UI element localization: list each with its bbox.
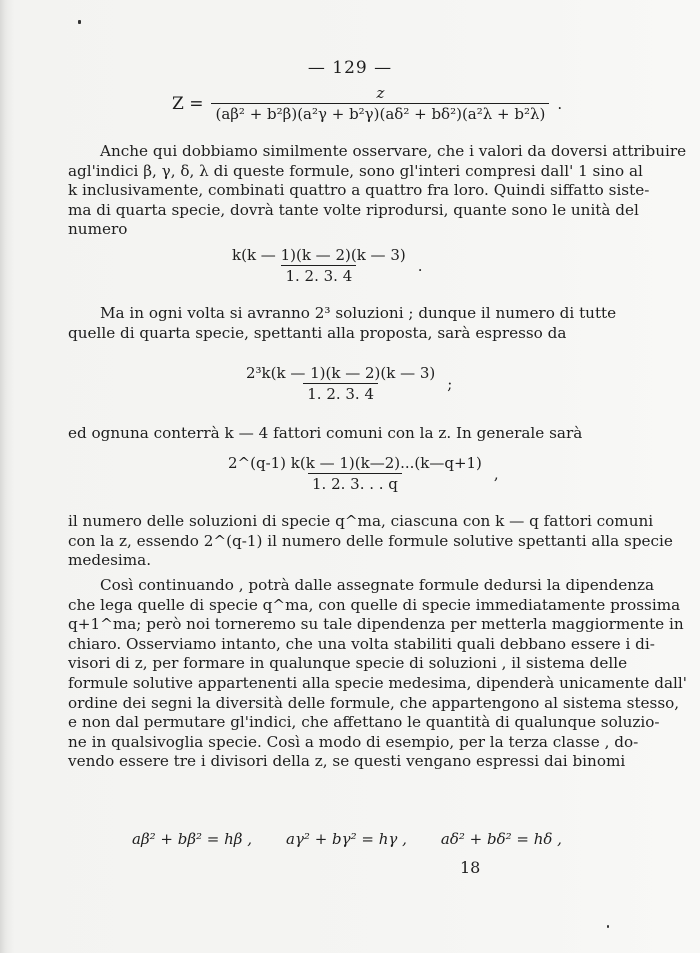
text-line: ma di quarta specie, dovrà tante volte riprodursi, quante sono le unità del: [68, 200, 639, 219]
binomial-delta: aδ² + bδ² = hδ ,: [440, 830, 562, 848]
text-line: formule solutive appartenenti alla specie medesima, dipenderà unicamente dall': [68, 673, 687, 692]
signature-mark: 18: [460, 858, 481, 877]
equation-fraction: [224, 454, 486, 493]
equation-fraction: [228, 246, 410, 285]
text-line: k inclusivamente, combinati quattro a quattro fra loro. Quindi siffatto siste-: [68, 181, 650, 200]
equation-fraction: [242, 364, 439, 403]
paragraph-1: [68, 142, 687, 240]
text-line: chiaro. Osserviamo intanto, che una volta stabiliti quali debbano essere i di-: [68, 634, 655, 653]
binomial-beta: aβ² + bβ² = hβ ,: [132, 830, 252, 848]
equation-2: [242, 364, 452, 403]
equation-trailing: ,: [493, 464, 499, 483]
equation-1: [228, 246, 423, 285]
equation-trailing: .: [557, 94, 563, 113]
binomial-gamma: aγ² + bγ² = hγ ,: [286, 830, 407, 848]
paragraph-5: [68, 576, 687, 772]
text-line: e non dal permutare gl'indici, che affettano le quantità di qualunque soluzio-: [68, 713, 660, 732]
text-line: visori di z, per formare in qualunque specie di soluzioni , il sistema delle: [68, 654, 628, 673]
equation-denominator: (aβ² + b²β)(a²γ + b²γ)(aδ² + bδ²)(a²λ + b²λ): [211, 103, 549, 123]
equation-3: [224, 454, 499, 493]
text-line: ordine dei segni la diversità delle formule, che appartengono al sistema stesso,: [68, 693, 680, 712]
text-line: q+1^ma; però noi torneremo su tale dipendenza per metterla maggiormente in: [68, 615, 684, 634]
equation-fraction: [211, 84, 549, 123]
text-line: ed ognuna conterrà k — 4 fattori comuni con la z. In generale sarà: [68, 424, 583, 442]
text-line: Così continuando , potrà dalle assegnate formule dedursi la dipendenza: [100, 576, 655, 594]
ink-speck: [607, 925, 609, 928]
text-line: vendo essere tre i divisori della z, se questi vengano espressi dai binomi: [68, 752, 626, 771]
paragraph-2: [68, 304, 617, 343]
equation-denominator: 1. 2. 3. . . q: [308, 473, 402, 493]
equation-denominator: 1. 2. 3. 4: [281, 265, 356, 285]
equation-numerator: k(k — 1)(k — 2)(k — 3): [232, 246, 406, 264]
text-line: agl'indici β, γ, δ, λ di queste formule, sono gl'interi compresi dall' 1 sino al: [68, 161, 643, 180]
equation-denominator: 1. 2. 3. 4: [303, 383, 378, 403]
text-line: quelle di quarta specie, spettanti alla proposta, sarà espresso da: [68, 323, 567, 342]
paragraph-3: [68, 424, 614, 444]
binomial-definitions: [132, 830, 562, 848]
equation-trailing: .: [417, 256, 423, 275]
text-line: Ma in ogni volta si avranno 2³ soluzioni ; dunque il numero di tutte: [100, 304, 617, 322]
equation-numerator: 2^(q-1) k(k — 1)(k—2)...(k—q+1): [228, 454, 482, 472]
equation-trailing: ;: [447, 374, 453, 393]
text-line: il numero delle soluzioni di specie q^ma, ciascuna con k — q fattori comuni: [68, 512, 654, 530]
text-line: Anche qui dobbiamo similmente osservare, che i valori da doversi attribuire: [100, 142, 687, 160]
equation-lhs: Z =: [172, 93, 204, 114]
text-line: che lega quelle di specie q^ma, con quelle di specie immediatamente prossima: [68, 595, 681, 614]
equation-numerator: 2³k(k — 1)(k — 2)(k — 3): [246, 364, 436, 382]
text-line: con la z, essendo 2^(q-1) il numero delle formule solutive spettanti alla specie: [68, 531, 673, 550]
page-header: — 129 —: [307, 58, 393, 78]
ink-speck: [78, 20, 81, 24]
equation-z: [172, 84, 562, 123]
paragraph-4: [68, 512, 673, 571]
text-line: numero: [68, 220, 128, 239]
text-line: ne in qualsivoglia specie. Così a modo di esempio, per la terza classe , do-: [68, 732, 639, 751]
equation-numerator: z: [376, 84, 385, 102]
text-line: medesima.: [68, 551, 152, 570]
